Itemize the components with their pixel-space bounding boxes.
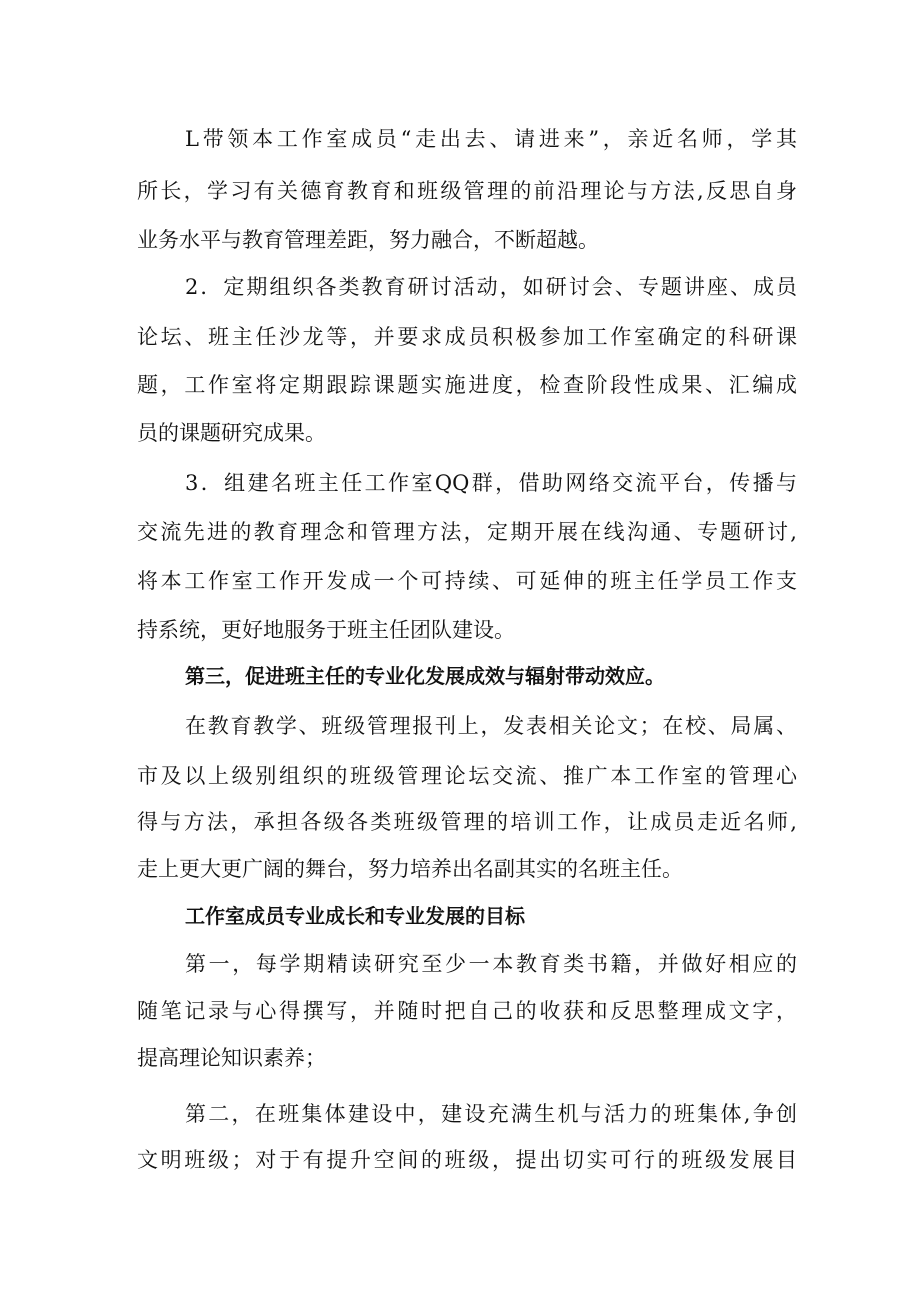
paragraph-4-line-4: 走上更大更广阔的舞台，努力培养出名副其实的名班主任。: [137, 857, 683, 881]
paragraph-5-line-1: 第一，每学期精读研究至少一本教育类书籍，并做好相应的: [185, 952, 797, 976]
paragraph-2-line-3: 题，工作室将定期跟踪课题实施进度，检查阶段性成果、汇编成: [137, 373, 797, 397]
paragraph-2-line-4: 员的课题研究成果。: [137, 421, 326, 445]
paragraph-3-line-2: 交流先进的教育理念和管理方法，定期开展在线沟通、专题研讨,: [137, 520, 797, 544]
section-heading-third: 第三，促进班主任的专业化发展成效与辐射带动效应。: [185, 664, 665, 688]
paragraph-5-line-2: 随笔记录与心得撰写，并随时把自己的收获和反思整理成文字，: [137, 999, 797, 1023]
paragraph-3-line-1: 3．组建名班主任工作室QQ群，借助网络交流平台，传播与: [185, 471, 797, 495]
paragraph-4-line-2: 市及以上级别组织的班级管理论坛交流、推广本工作室的管理心: [137, 764, 797, 788]
paragraph-6-line-1: 第二，在班集体建设中，建设充满生机与活力的班集体,争创: [185, 1102, 797, 1126]
paragraph-1-line-1: L带领本工作室成员“走出去、请进来”，亲近名师，学其: [185, 127, 797, 151]
paragraph-2-line-1: 2．定期组织各类教育研讨活动，如研讨会、专题讲座、成员: [185, 275, 797, 299]
paragraph-2-line-2: 论坛、班主任沙龙等，并要求成员积极参加工作室确定的科研课: [137, 325, 797, 349]
paragraph-1-line-2: 所长，学习有关德育教育和班级管理的前沿理论与方法,反思自身: [137, 179, 797, 203]
paragraph-3-line-3: 将本工作室工作开发成一个可持续、可延伸的班主任学员工作支: [137, 569, 797, 593]
paragraph-3-line-4: 持系统，更好地服务于班主任团队建设。: [137, 618, 515, 642]
paragraph-4-line-3: 得与方法，承担各级各类班级管理的培训工作，让成员走近名师,: [137, 810, 797, 834]
paragraph-4-line-1: 在教育教学、班级管理报刊上，发表相关论文；在校、局属、: [185, 714, 797, 738]
section-heading-goals: 工作室成员专业成长和专业发展的目标: [185, 904, 525, 928]
paragraph-6-line-2: 文明班级；对于有提升空间的班级，提出切实可行的班级发展目: [137, 1148, 797, 1172]
paragraph-1-line-3: 业务水平与教育管理差距，努力融合，不断超越。: [137, 228, 599, 252]
paragraph-5-line-3: 提高理论知识素养；: [137, 1046, 326, 1070]
